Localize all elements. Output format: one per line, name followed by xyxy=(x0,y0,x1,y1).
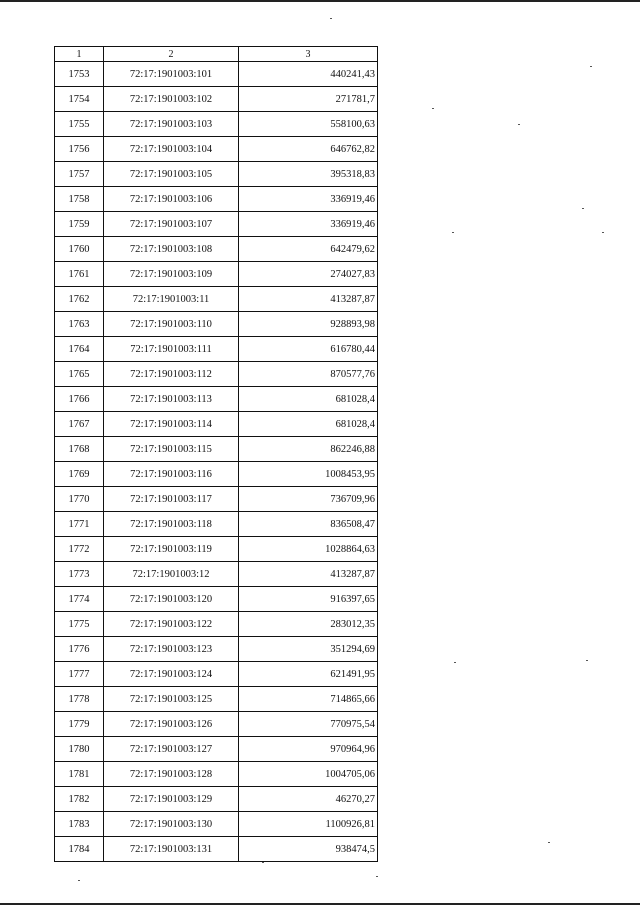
cadastral-value-cell: 46270,27 xyxy=(239,787,378,812)
cadastral-value-cell: 970964,96 xyxy=(239,737,378,762)
cadastral-value-cell: 681028,4 xyxy=(239,387,378,412)
scan-speck xyxy=(78,880,80,881)
cadastral-value-cell: 681028,4 xyxy=(239,412,378,437)
cadastral-value-cell: 413287,87 xyxy=(239,287,378,312)
table-row xyxy=(55,512,378,537)
table-row xyxy=(55,662,378,687)
scan-speck xyxy=(586,660,588,661)
cadastral-value-cell: 736709,96 xyxy=(239,487,378,512)
cadastral-number-cell: 72:17:1901003:102 xyxy=(104,87,239,112)
cadastral-value-cell: 558100,63 xyxy=(239,112,378,137)
table-row xyxy=(55,837,378,862)
cadastral-value-cell: 1028864,63 xyxy=(239,537,378,562)
scan-speck xyxy=(452,232,454,233)
cadastral-number-cell: 72:17:1901003:11 xyxy=(104,287,239,312)
cadastral-number-cell: 72:17:1901003:110 xyxy=(104,312,239,337)
cadastral-number-cell: 72:17:1901003:12 xyxy=(104,562,239,587)
row-number-cell: 1769 xyxy=(55,462,104,487)
row-number-cell: 1759 xyxy=(55,212,104,237)
scan-speck xyxy=(454,662,456,663)
scan-speck xyxy=(602,232,604,233)
cadastral-number-cell: 72:17:1901003:129 xyxy=(104,787,239,812)
row-number-cell: 1784 xyxy=(55,837,104,862)
cadastral-number-cell: 72:17:1901003:113 xyxy=(104,387,239,412)
cadastral-value-cell: 274027,83 xyxy=(239,262,378,287)
cadastral-number-cell: 72:17:1901003:109 xyxy=(104,262,239,287)
column-header-3: 3 xyxy=(239,47,378,62)
scan-speck xyxy=(590,66,592,67)
cadastral-value-cell: 271781,7 xyxy=(239,87,378,112)
cadastral-value-cell: 283012,35 xyxy=(239,612,378,637)
row-number-cell: 1770 xyxy=(55,487,104,512)
cadastral-value-cell: 870577,76 xyxy=(239,362,378,387)
cadastral-number-cell: 72:17:1901003:107 xyxy=(104,212,239,237)
row-number-cell: 1783 xyxy=(55,812,104,837)
page-top-edge xyxy=(0,0,640,2)
cadastral-number-cell: 72:17:1901003:126 xyxy=(104,712,239,737)
row-number-cell: 1776 xyxy=(55,637,104,662)
table-row xyxy=(55,812,378,837)
scan-speck xyxy=(518,124,520,125)
cadastral-number-cell: 72:17:1901003:130 xyxy=(104,812,239,837)
row-number-cell: 1778 xyxy=(55,687,104,712)
row-number-cell: 1760 xyxy=(55,237,104,262)
cadastral-number-cell: 72:17:1901003:106 xyxy=(104,187,239,212)
cadastral-value-cell: 862246,88 xyxy=(239,437,378,462)
row-number-cell: 1758 xyxy=(55,187,104,212)
cadastral-number-cell: 72:17:1901003:128 xyxy=(104,762,239,787)
row-number-cell: 1774 xyxy=(55,587,104,612)
row-number-cell: 1779 xyxy=(55,712,104,737)
cadastral-value-cell: 714865,66 xyxy=(239,687,378,712)
row-number-cell: 1771 xyxy=(55,512,104,537)
row-number-cell: 1757 xyxy=(55,162,104,187)
cadastral-value-cell: 642479,62 xyxy=(239,237,378,262)
cadastral-number-cell: 72:17:1901003:117 xyxy=(104,487,239,512)
cadastral-number-cell: 72:17:1901003:108 xyxy=(104,237,239,262)
row-number-cell: 1775 xyxy=(55,612,104,637)
cadastral-value-cell: 336919,46 xyxy=(239,187,378,212)
row-number-cell: 1761 xyxy=(55,262,104,287)
row-number-cell: 1755 xyxy=(55,112,104,137)
table-row xyxy=(55,562,378,587)
table-row xyxy=(55,237,378,262)
row-number-cell: 1756 xyxy=(55,137,104,162)
cadastral-number-cell: 72:17:1901003:119 xyxy=(104,537,239,562)
scan-speck xyxy=(582,208,584,209)
table-row xyxy=(55,137,378,162)
table-row xyxy=(55,587,378,612)
cadastral-number-cell: 72:17:1901003:125 xyxy=(104,687,239,712)
cadastral-value-cell: 395318,83 xyxy=(239,162,378,187)
row-number-cell: 1782 xyxy=(55,787,104,812)
table-row xyxy=(55,187,378,212)
row-number-cell: 1754 xyxy=(55,87,104,112)
cadastral-number-cell: 72:17:1901003:101 xyxy=(104,62,239,87)
cadastral-value-cell: 938474,5 xyxy=(239,837,378,862)
scan-speck xyxy=(548,842,550,843)
scan-speck xyxy=(330,18,332,19)
scan-speck xyxy=(376,876,378,877)
row-number-cell: 1765 xyxy=(55,362,104,387)
cadastral-number-cell: 72:17:1901003:104 xyxy=(104,137,239,162)
cadastral-value-cell: 646762,82 xyxy=(239,137,378,162)
row-number-cell: 1767 xyxy=(55,412,104,437)
cadastral-value-cell: 1004705,06 xyxy=(239,762,378,787)
cadastral-value-cell: 928893,98 xyxy=(239,312,378,337)
cadastral-number-cell: 72:17:1901003:116 xyxy=(104,462,239,487)
cadastral-value-cell: 1100926,81 xyxy=(239,812,378,837)
cadastral-number-cell: 72:17:1901003:105 xyxy=(104,162,239,187)
table-row xyxy=(55,362,378,387)
cadastral-number-cell: 72:17:1901003:123 xyxy=(104,637,239,662)
cadastral-value-cell: 413287,87 xyxy=(239,562,378,587)
table-row xyxy=(55,462,378,487)
table-row xyxy=(55,287,378,312)
table-row xyxy=(55,212,378,237)
row-number-cell: 1768 xyxy=(55,437,104,462)
row-number-cell: 1763 xyxy=(55,312,104,337)
cadastral-value-cell: 916397,65 xyxy=(239,587,378,612)
table-row xyxy=(55,712,378,737)
row-number-cell: 1772 xyxy=(55,537,104,562)
cadastral-number-cell: 72:17:1901003:120 xyxy=(104,587,239,612)
row-number-cell: 1762 xyxy=(55,287,104,312)
row-number-cell: 1773 xyxy=(55,562,104,587)
table-row xyxy=(55,312,378,337)
cadastral-number-cell: 72:17:1901003:115 xyxy=(104,437,239,462)
table-row xyxy=(55,87,378,112)
cadastral-number-cell: 72:17:1901003:103 xyxy=(104,112,239,137)
table-row xyxy=(55,637,378,662)
table-row xyxy=(55,337,378,362)
table-row xyxy=(55,412,378,437)
cadastral-value-cell: 440241,43 xyxy=(239,62,378,87)
cadastral-value-cell: 351294,69 xyxy=(239,637,378,662)
scan-speck xyxy=(262,862,264,863)
table-row xyxy=(55,387,378,412)
table-body xyxy=(55,62,378,862)
row-number-cell: 1764 xyxy=(55,337,104,362)
cadastral-value-table xyxy=(54,46,378,862)
table-row xyxy=(55,787,378,812)
cadastral-number-cell: 72:17:1901003:118 xyxy=(104,512,239,537)
table-row xyxy=(55,262,378,287)
table-row xyxy=(55,737,378,762)
table-row xyxy=(55,612,378,637)
row-number-cell: 1766 xyxy=(55,387,104,412)
cadastral-number-cell: 72:17:1901003:127 xyxy=(104,737,239,762)
column-header-2: 2 xyxy=(104,47,239,62)
cadastral-number-cell: 72:17:1901003:124 xyxy=(104,662,239,687)
cadastral-number-cell: 72:17:1901003:131 xyxy=(104,837,239,862)
cadastral-number-cell: 72:17:1901003:111 xyxy=(104,337,239,362)
row-number-cell: 1781 xyxy=(55,762,104,787)
table-row xyxy=(55,62,378,87)
table-row xyxy=(55,487,378,512)
cadastral-value-cell: 616780,44 xyxy=(239,337,378,362)
scan-speck xyxy=(432,108,434,109)
cadastral-value-cell: 770975,54 xyxy=(239,712,378,737)
row-number-cell: 1777 xyxy=(55,662,104,687)
table-row xyxy=(55,762,378,787)
row-number-cell: 1780 xyxy=(55,737,104,762)
table-row xyxy=(55,162,378,187)
cadastral-number-cell: 72:17:1901003:112 xyxy=(104,362,239,387)
column-header-1: 1 xyxy=(55,47,104,62)
table-row xyxy=(55,687,378,712)
cadastral-value-cell: 1008453,95 xyxy=(239,462,378,487)
table-row xyxy=(55,537,378,562)
table-header xyxy=(55,47,378,62)
table-row xyxy=(55,112,378,137)
table-row xyxy=(55,437,378,462)
cadastral-value-cell: 836508,47 xyxy=(239,512,378,537)
header-row xyxy=(55,47,378,62)
row-number-cell: 1753 xyxy=(55,62,104,87)
cadastral-number-cell: 72:17:1901003:122 xyxy=(104,612,239,637)
cadastral-value-cell: 621491,95 xyxy=(239,662,378,687)
cadastral-value-cell: 336919,46 xyxy=(239,212,378,237)
cadastral-number-cell: 72:17:1901003:114 xyxy=(104,412,239,437)
